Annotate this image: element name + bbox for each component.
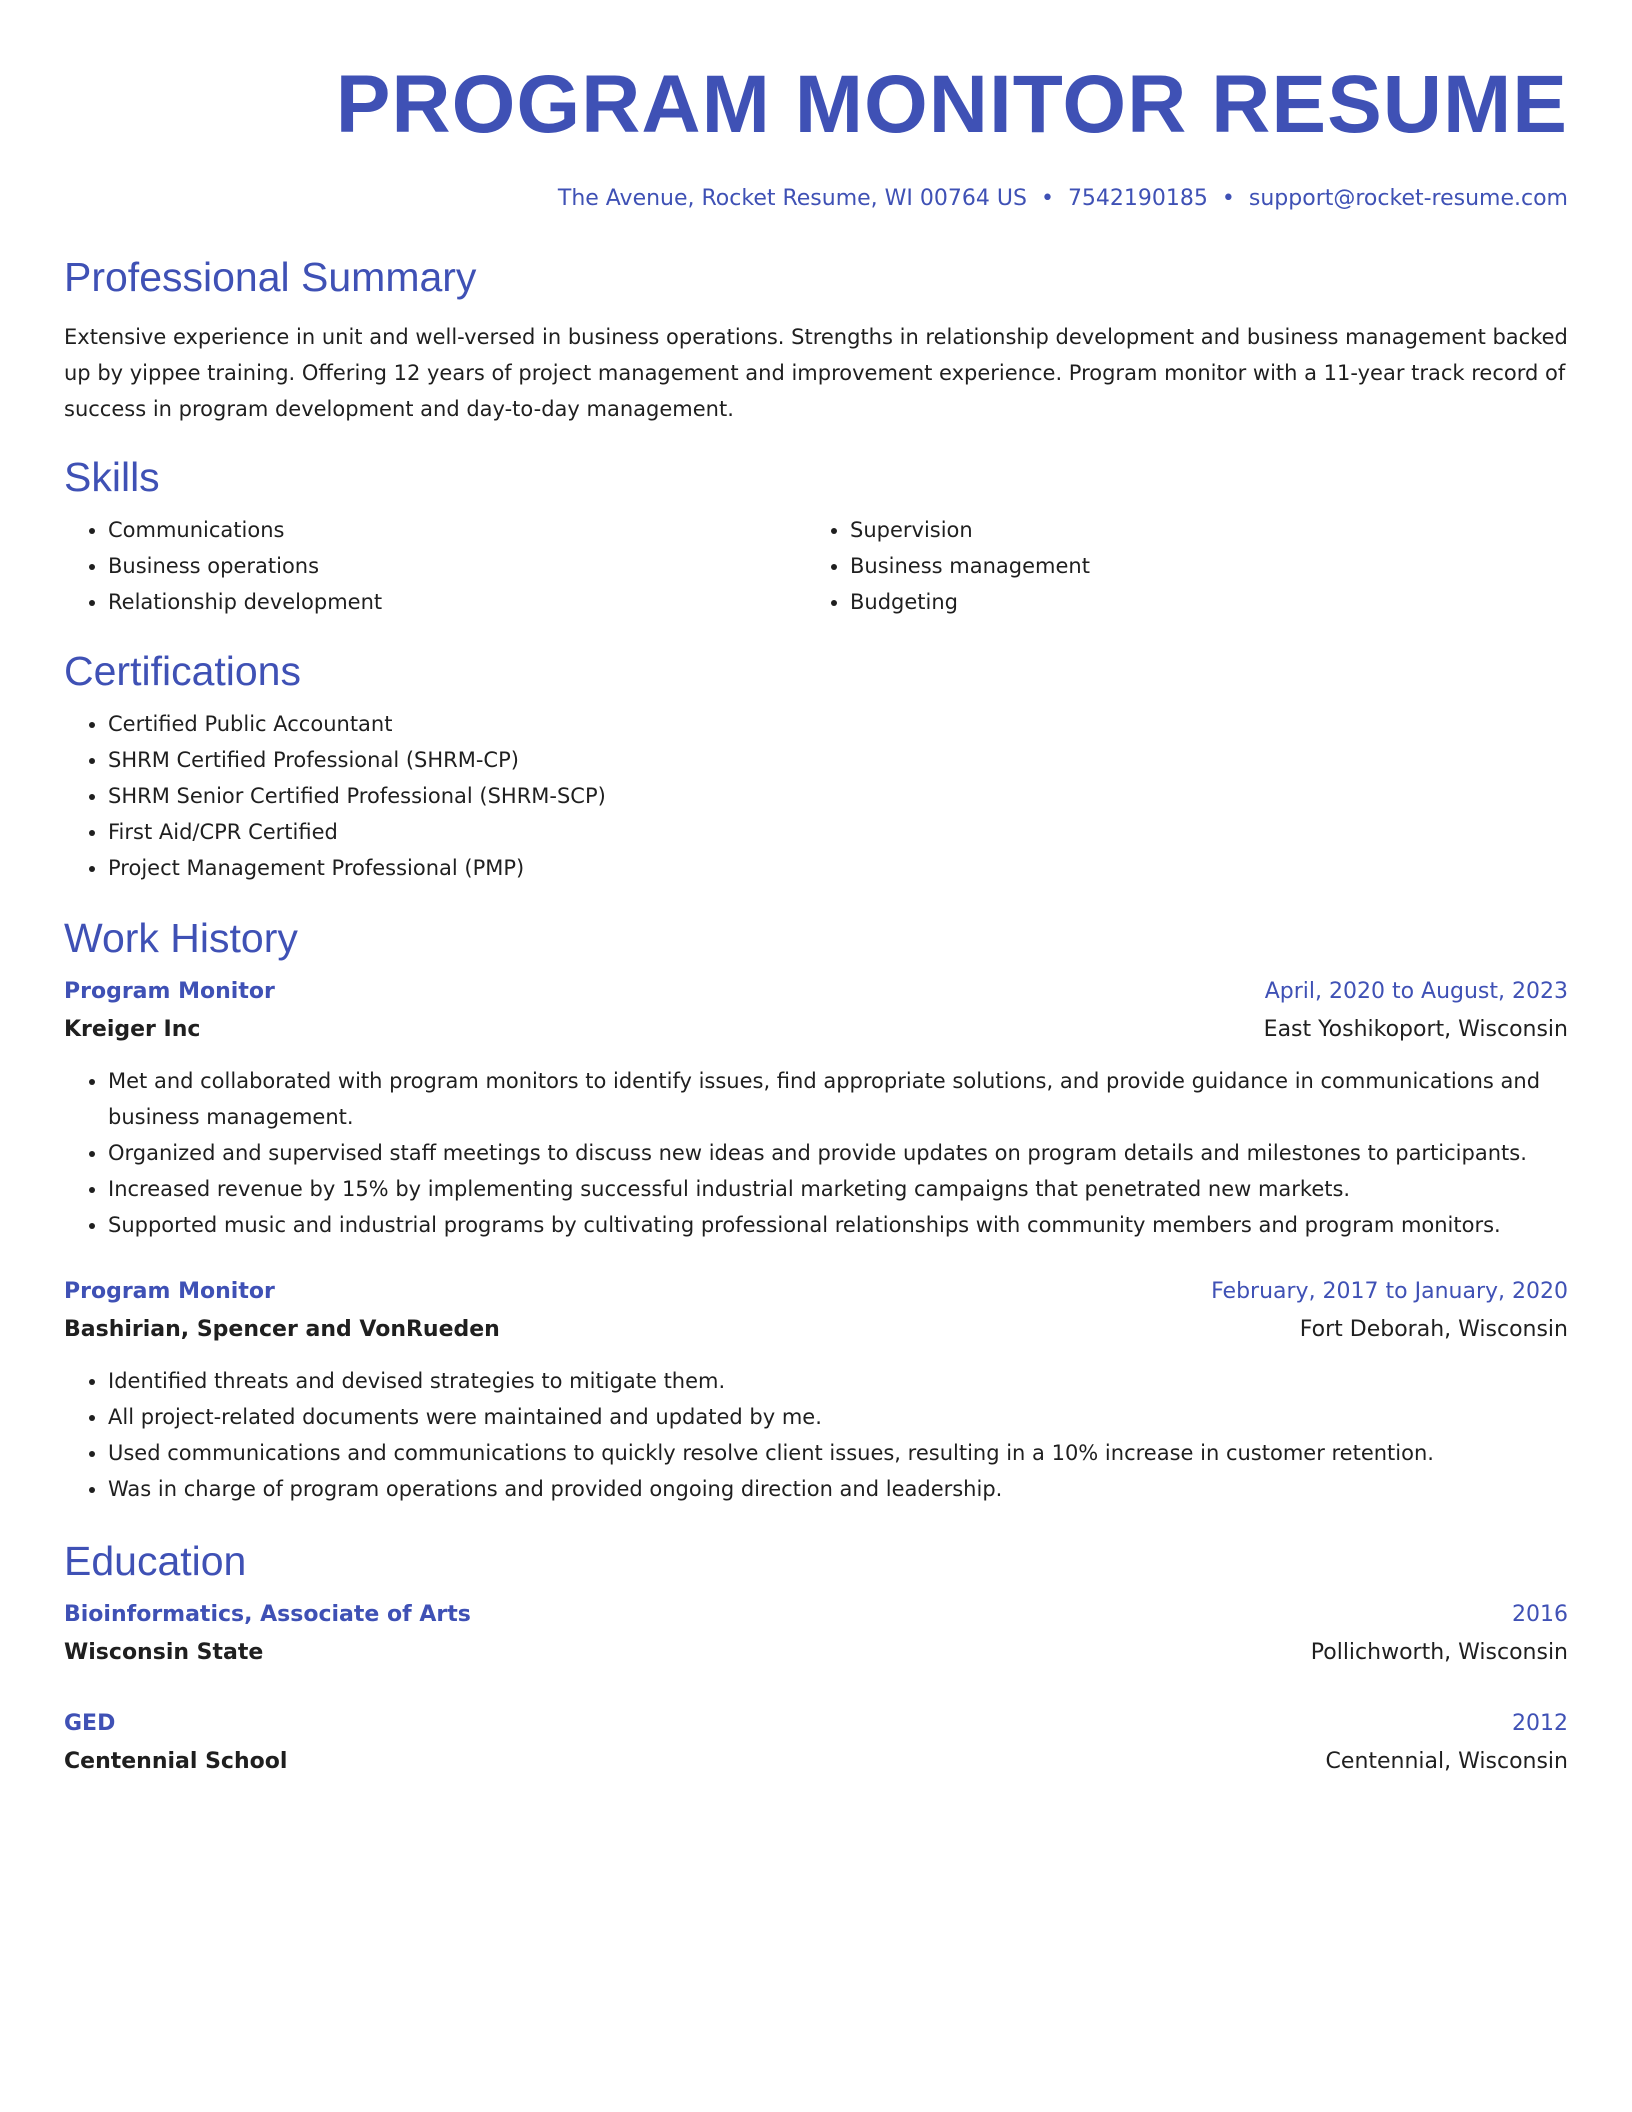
education-school-row [64,1634,1568,1672]
education-year: 2016 [1512,1602,1568,1627]
job-company-row [64,1311,1568,1349]
job-bullet: • All project-related documents were maintained and updated by me. [108,1399,1568,1435]
education-location: Centennial, Wisconsin [1325,1749,1568,1774]
job-company: Kreiger Inc [64,1017,201,1042]
skill-item: • Supervision [850,512,1548,548]
certification-item: • Certified Public Accountant [108,706,1568,742]
job-entry [64,1273,1568,1507]
job-bullet: • Organized and supervised staff meetings to discuss new ideas and provide updates on program details and milestones to participants. [108,1135,1568,1171]
job-location: East Yoshikoport, Wisconsin [1263,1017,1568,1042]
education-heading: Education [64,1538,247,1584]
certification-item: • First Aid/CPR Certified [108,814,1568,850]
certifications-heading: Certifications [64,648,301,694]
education-school-row [64,1743,1568,1781]
education-entry [64,1705,1568,1781]
skills-list [64,512,1568,620]
education-degree: Bioinformatics, Associate of Arts [64,1602,471,1627]
education-entry [64,1596,1568,1672]
job-header [64,973,1568,1011]
job-bullets [64,1063,1568,1243]
job-entry [64,973,1568,1243]
work-history-heading: Work History [64,915,298,961]
job-dates: April, 2020 to August, 2023 [1264,979,1568,1004]
skill-item: • Communications [108,512,806,548]
education-year: 2012 [1512,1711,1568,1736]
resume-title: PROGRAM MONITOR RESUME [335,59,1568,150]
contact-address: The Avenue, Rocket Resume, WI 00764 US [557,186,1027,211]
education-school: Centennial School [64,1749,288,1774]
job-company: Bashirian, Spencer and VonRueden [64,1317,500,1342]
job-bullet: • Identified threats and devised strategies to mitigate them. [108,1363,1568,1399]
education-degree: GED [64,1711,116,1736]
contact-line [64,186,1568,211]
certification-item: • Project Management Professional (PMP) [108,850,1568,886]
job-bullet: • Met and collaborated with program monitors to identify issues, find appropriate solutions, and provide guidance in communications and business management. [108,1063,1568,1135]
skills-column-left [64,512,806,620]
summary-heading: Professional Summary [64,254,477,300]
skills-heading: Skills [64,454,160,500]
job-bullet: • Supported music and industrial programs by cultivating professional relationships with community members and program monitors. [108,1207,1568,1243]
job-bullets [64,1363,1568,1507]
resume-page [64,0,1568,1781]
job-bullet: • Increased revenue by 15% by implementing successful industrial marketing campaigns that penetrated new markets. [108,1171,1568,1207]
job-title: Program Monitor [64,1279,275,1304]
certification-item: • SHRM Senior Certified Professional (SHRM-SCP) [108,778,1568,814]
job-header [64,1273,1568,1311]
job-title: Program Monitor [64,979,275,1004]
certifications-list [64,706,1568,886]
contact-email: support@rocket-resume.com [1248,186,1568,211]
skill-item: • Business management [850,548,1548,584]
contact-phone: 7542190185 [1067,186,1208,211]
skill-item: • Business operations [108,548,806,584]
summary-text: Extensive experience in unit and well-versed in business operations. Strengths in relationship development and business management backed up by yippee training. Offering 12 years of project management and improvement experience. Program monitor with a 11-year track record of success in program development and day-to-day management. [64,325,1568,421]
contact-separator: • [1040,186,1054,211]
job-location: Fort Deborah, Wisconsin [1299,1317,1568,1342]
education-location: Pollichworth, Wisconsin [1310,1640,1568,1665]
job-bullet: • Was in charge of program operations and provided ongoing direction and leadership. [108,1471,1568,1507]
education-header [64,1705,1568,1743]
job-bullet: • Used communications and communications to quickly resolve client issues, resulting in a 10% increase in customer retention. [108,1435,1568,1471]
certification-item: • SHRM Certified Professional (SHRM-CP) [108,742,1568,778]
skill-item: • Relationship development [108,584,806,620]
job-dates: February, 2017 to January, 2020 [1211,1279,1568,1304]
education-header [64,1596,1568,1634]
education-school: Wisconsin State [64,1640,264,1665]
skills-column-right [806,512,1548,620]
job-company-row [64,1011,1568,1049]
skill-item: • Budgeting [850,584,1548,620]
contact-separator: • [1221,186,1235,211]
